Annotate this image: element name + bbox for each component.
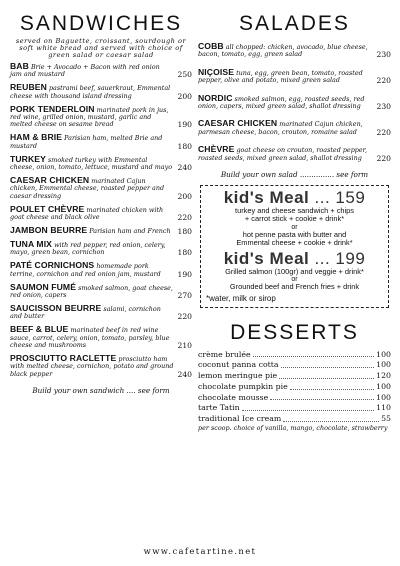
item-name: BEEF & BLUE — [10, 324, 69, 335]
item-description: with red pepper, red onion, celery, mayo, green bean, cornichon — [10, 240, 166, 257]
item-description: salami, cornichon and butter — [10, 304, 161, 321]
menu-item-text — [198, 120, 373, 136]
kids-meal-1-line: Emmental cheese + cookie + drink* — [236, 238, 353, 248]
dessert-item — [198, 360, 391, 371]
menu-item-row — [198, 66, 391, 86]
sandwiches-column — [10, 0, 192, 395]
dotted-leader — [253, 350, 374, 358]
menu-item-text — [10, 302, 174, 321]
dessert-name: tarte Tatin — [198, 403, 240, 413]
menu-item-text — [198, 92, 373, 111]
item-description: smoked turkey with Emmental cheese, onion, tomato, lettuce, mustard and mayo — [10, 155, 173, 172]
item-description: Brie + Avocado + Bacon with red onion jam and mustard — [10, 63, 160, 79]
dessert-name: crème brulée — [198, 349, 251, 359]
menu-item-text — [10, 238, 174, 257]
item-description: prosciutto ham with melted cheese, cornichon, potato and ground black pepper — [10, 354, 174, 378]
dessert-item — [198, 350, 391, 361]
item-price: 270 — [177, 290, 192, 300]
item-description: smoked salmon, egg, roasted seeds, red onion, capers, mixed green salad, shallot dressing — [198, 94, 365, 111]
menu-item-row — [10, 238, 192, 258]
menu-item-text — [10, 262, 174, 278]
menu-item-row — [10, 174, 192, 201]
sandwiches-list — [10, 63, 192, 378]
kids-meal-box — [200, 185, 389, 307]
item-name: REUBEN — [10, 82, 47, 93]
menu-item-text — [198, 66, 373, 85]
kids-meal-1-line: hot penne pasta with butter and — [242, 229, 347, 239]
item-description: marinated beef in red wine sauce, carrot, celery, onion, tomato, parsley, blue cheese and mushrooms — [10, 326, 170, 349]
item-price: 220 — [376, 153, 391, 163]
menu-item-text — [10, 352, 174, 378]
item-description: marinated Cajun chicken, parmesan cheese, bacon, crouton, romaine salad — [198, 120, 363, 136]
item-description: all chopped: chicken, avocado, blue cheese, bacon, tomato, egg, green salad — [198, 43, 368, 59]
sandwiches-title: SANDWICHES — [19, 12, 183, 35]
item-description: homemade pork terrine, cornichon and red onion jam, mustard — [10, 262, 161, 278]
dessert-name: traditional Ice cream — [198, 414, 282, 424]
item-name: SAUCISSON BEURRE — [10, 302, 102, 313]
item-price: 240 — [177, 163, 192, 173]
menu-item — [10, 281, 192, 300]
kids-meal-1-line: turkey and cheese sandwich + chips — [235, 206, 354, 216]
menu-item — [10, 352, 192, 379]
item-description: marinated chicken with goat cheese and black olive — [10, 205, 164, 222]
dessert-name: chocolate pumpkin pie — [198, 381, 288, 391]
kids-meal-1-line: + carrot stick + cookie + drink* — [244, 214, 345, 224]
item-price: 200 — [177, 91, 192, 101]
menu-item-row — [198, 92, 391, 112]
menu-item-text — [10, 134, 174, 150]
item-price: 190 — [177, 120, 192, 130]
menu-item-row — [10, 103, 192, 130]
item-description: goat cheese on crouton, roasted pepper, roasted seeds, mixed green salad, shallot dressing — [198, 146, 368, 162]
item-price: 240 — [177, 369, 192, 379]
item-description: tuna, egg, green bean, tomato, roasted pepper, olive and potato, mixed green salad — [198, 68, 363, 85]
menu-item-row — [10, 302, 192, 322]
dessert-item — [198, 382, 391, 393]
dessert-item — [198, 403, 391, 414]
item-description: Parisian ham, melted Brie and mustard — [10, 134, 163, 150]
menu-item — [10, 63, 192, 79]
salades-title: SALADES — [239, 12, 350, 35]
menu-item-text — [198, 43, 373, 59]
kids-meal-1-heading: kid's Meal ... 159 — [223, 188, 366, 208]
item-price: 200 — [177, 191, 192, 201]
menu-item-row — [10, 84, 192, 100]
menu-item-text — [10, 153, 174, 172]
menu-item-row — [198, 146, 391, 162]
item-name: COBB — [198, 41, 224, 51]
dessert-item — [198, 393, 391, 404]
menu-item-text — [10, 227, 174, 235]
salades-list — [198, 43, 391, 162]
dessert-price: 55 — [381, 414, 391, 424]
website-footer: www.cafetartine.net — [143, 546, 257, 556]
item-price: 180 — [177, 141, 192, 151]
sandwiches-serve-note: served on Baguette, croissant, sourdough or soft white bread and served with choice of green salad or caesar salad — [15, 37, 187, 59]
build-sandwich-note: Build your own sandwich .... see form — [32, 386, 170, 396]
item-name: NORDIC — [198, 92, 233, 103]
item-name: CAESAR CHICKEN — [10, 174, 90, 185]
menu-item — [10, 134, 192, 150]
item-price: 180 — [177, 248, 192, 258]
kids-meal-1-or: or — [291, 223, 298, 231]
dessert-item — [198, 371, 391, 382]
item-description: smoked salmon, goat cheese, red onion, capers — [10, 283, 173, 299]
dessert-name: coconut panna cotta — [198, 360, 279, 370]
dessert-price: 100 — [376, 392, 391, 402]
item-price: 250 — [177, 70, 192, 80]
menu-item-row — [10, 262, 192, 278]
menu-item — [10, 203, 192, 223]
menu-item-row — [10, 227, 192, 235]
build-salad-note: Build your own salad ............... see form — [220, 170, 369, 180]
item-price: 180 — [177, 227, 192, 236]
menu-item-text — [198, 146, 373, 162]
salades-column — [198, 0, 391, 432]
menu-item-row — [10, 153, 192, 173]
item-name: HAM & BRIE — [10, 132, 63, 143]
menu-item — [10, 326, 192, 349]
dotted-leader — [290, 382, 374, 390]
menu-item — [10, 262, 192, 278]
dessert-price: 120 — [376, 371, 391, 381]
desserts-title: DESSERTS — [230, 320, 359, 344]
menu-item-row — [10, 352, 192, 379]
dotted-leader — [281, 360, 375, 368]
dotted-leader — [279, 371, 374, 379]
dessert-price: 100 — [376, 360, 391, 370]
item-name: NIÇOISE — [198, 66, 235, 77]
dessert-price: 110 — [376, 403, 391, 413]
dessert-name: chocolate mousse — [198, 392, 269, 402]
menu-item-text — [10, 103, 174, 129]
menu-item — [10, 84, 192, 100]
item-price: 220 — [177, 213, 192, 223]
menu-item-text — [10, 281, 174, 300]
menu-item — [198, 92, 391, 112]
item-name: BAB — [10, 61, 29, 71]
item-name: POULET CHÈVRE — [10, 203, 85, 214]
menu-item-row — [10, 203, 192, 223]
menu-item-row — [198, 120, 391, 136]
item-description: Parisian ham and French — [89, 227, 171, 235]
item-price: 220 — [177, 312, 192, 322]
dotted-leader — [242, 403, 374, 411]
menu-item-text — [10, 326, 174, 349]
menu-item-row — [10, 63, 192, 79]
ice-cream-note: per scoop. choice of vanilla, mango, chocolate, strawberry — [198, 424, 388, 433]
menu-item-row — [10, 134, 192, 150]
dotted-leader — [283, 414, 379, 422]
menu-item — [10, 103, 192, 130]
dessert-price: 100 — [376, 349, 391, 359]
menu-item — [198, 66, 391, 86]
item-name: TUNA MIX — [10, 238, 53, 249]
item-name: JAMBON BEURRE — [10, 225, 88, 235]
menu-item — [198, 43, 391, 59]
kids-meal-2-heading: kid's Meal ... 199 — [223, 248, 366, 268]
item-price: 230 — [376, 50, 391, 60]
menu-item — [10, 153, 192, 173]
item-name: CAESAR CHICKEN — [198, 118, 278, 129]
item-price: 220 — [376, 76, 391, 86]
menu-item — [198, 146, 391, 162]
dessert-price: 100 — [376, 381, 391, 391]
item-price: 230 — [376, 102, 391, 112]
kids-meal-2-line: Grounded beef and French fries + drink — [229, 282, 360, 292]
item-description: marinated pork in jus, red wine, grilled onion, mustard, garlic and melted cheese on sesame bread — [10, 105, 169, 129]
item-price: 190 — [177, 269, 192, 279]
item-name: SAUMON FUMÉ — [10, 281, 77, 292]
menu-item — [10, 174, 192, 201]
item-name: CHÈVRE — [198, 144, 235, 155]
menu-item-text — [10, 84, 174, 100]
menu-item — [10, 227, 192, 235]
kids-meal-2-or: or — [291, 276, 298, 284]
menu-item-row — [10, 281, 192, 300]
menu-item — [10, 302, 192, 322]
item-name: PROSCIUTTO RACLETTE — [10, 352, 117, 363]
kids-drinks-note: *water, milk or sirop — [206, 293, 276, 303]
item-description: marinated Cajun chicken, Emmental cheese, roasted pepper and caesar dressing — [10, 176, 165, 200]
menu-item-text — [10, 63, 174, 79]
dotted-leader — [270, 393, 374, 401]
item-description: pastrami beef, sauerkraut, Emmental cheese with thousand island dressing — [10, 84, 171, 100]
item-price: 210 — [177, 340, 192, 350]
kids-meal-2-line: Grilled salmon (100gr) and veggie + drink* — [225, 266, 364, 276]
menu-item-text — [10, 203, 174, 222]
item-name: TURKEY — [10, 153, 46, 164]
menu-item — [198, 120, 391, 136]
menu-item — [10, 238, 192, 258]
dessert-name: lemon meringue pie — [198, 371, 278, 381]
menu-item-row — [198, 43, 391, 59]
item-price: 220 — [376, 127, 391, 137]
desserts-list — [198, 350, 391, 426]
menu-item-text — [10, 174, 174, 200]
item-name: PATÉ CORNICHONS — [10, 260, 95, 271]
item-name: PORK TENDERLOIN — [10, 103, 95, 114]
menu-item-row — [10, 326, 192, 349]
